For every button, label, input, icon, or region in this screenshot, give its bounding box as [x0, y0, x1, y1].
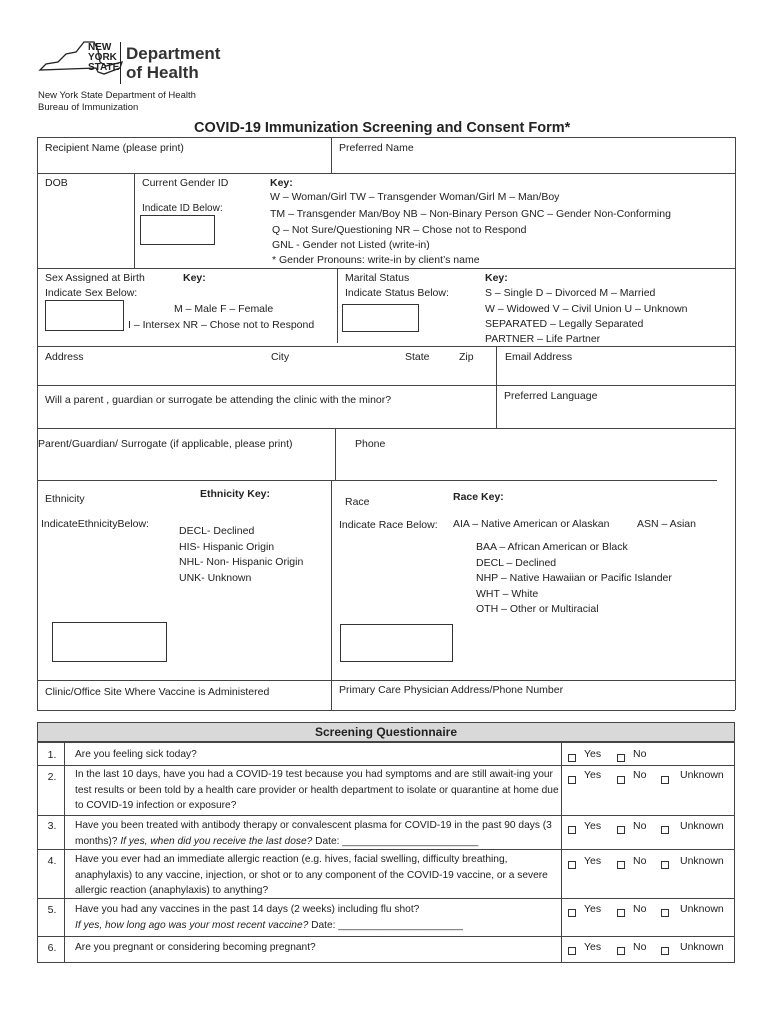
question-number: 1. — [47, 749, 57, 761]
unknown-label: Unknown — [680, 941, 724, 953]
rule — [134, 173, 135, 268]
race-key-line: NHP – Native Hawaiian or Pacific Islander — [476, 572, 672, 584]
yes-checkbox[interactable] — [568, 947, 576, 955]
screening-header — [37, 722, 735, 742]
indicate-status-label: Indicate Status Below: — [345, 287, 449, 299]
unknown-checkbox[interactable] — [661, 826, 669, 834]
logo-state-line2: YORK — [88, 52, 117, 63]
logo-dept-line1: Department — [126, 44, 221, 63]
clinic-site-label: Clinic/Office Site Where Vaccine is Administered — [45, 686, 270, 698]
rule — [37, 385, 735, 386]
org-line2: Bureau of Immunization — [38, 102, 139, 113]
unknown-checkbox[interactable] — [661, 947, 669, 955]
preferred-language-label: Preferred Language — [504, 390, 598, 402]
dob-label: DOB — [45, 177, 68, 189]
yes-label: Yes — [584, 769, 602, 781]
no-label: No — [633, 769, 647, 781]
gender-key-line: * Gender Pronouns: write-in by client’s name — [272, 254, 480, 266]
email-label: Email Address — [505, 351, 573, 363]
question-number: 4. — [47, 855, 57, 867]
question-number: 5. — [47, 904, 57, 916]
no-checkbox[interactable] — [617, 826, 625, 834]
zip-label: Zip — [459, 351, 474, 363]
rule — [37, 480, 717, 481]
yes-label: Yes — [584, 748, 602, 760]
ethnicity-label: Ethnicity — [45, 493, 85, 505]
no-checkbox[interactable] — [617, 947, 625, 955]
screening-title: Screening Questionnaire — [314, 725, 458, 739]
page-title: COVID-19 Immunization Screening and Consent Form* — [194, 120, 571, 136]
logo-divider — [120, 42, 121, 84]
unknown-label: Unknown — [680, 820, 724, 832]
gender-key-line: TM – Transgender Man/Boy NB – Non-Binary Person GNC – Gender Non-Conforming — [270, 208, 671, 220]
indicate-race-label: Indicate Race Below: — [339, 519, 438, 531]
indicate-id-label: Indicate ID Below: — [142, 203, 223, 214]
no-checkbox[interactable] — [617, 861, 625, 869]
no-label: No — [633, 820, 647, 832]
sex-key-label: Key: — [183, 272, 206, 284]
city-label: City — [271, 351, 290, 363]
unknown-label: Unknown — [680, 769, 724, 781]
question-text: Have you had any vaccines in the past 14 days (2 weeks) including flu shot? If yes, how long ago was your most recent vaccine? Date: ______________________ — [75, 904, 463, 931]
yes-checkbox[interactable] — [568, 826, 576, 834]
indicate-sex-label: Indicate Sex Below: — [45, 287, 138, 299]
question-number: 6. — [47, 942, 57, 954]
rule — [735, 137, 736, 710]
unknown-checkbox[interactable] — [661, 861, 669, 869]
race-key-line: ASN – Asian — [637, 518, 696, 530]
logo-dept-line2: of Health — [126, 63, 199, 82]
unknown-checkbox[interactable] — [661, 776, 669, 784]
rule — [331, 480, 332, 710]
state-label: State — [405, 351, 430, 363]
sex-key-line1: M – Male F – Female — [174, 303, 274, 315]
unknown-checkbox[interactable] — [661, 909, 669, 917]
parent-name-label: Parent/Guardian/ Surrogate (if applicable, please print) — [38, 438, 293, 450]
ethnicity-key-line: UNK- Unknown — [179, 572, 252, 584]
no-label: No — [633, 903, 647, 915]
sex-input[interactable] — [45, 300, 124, 331]
no-label: No — [633, 941, 647, 953]
gender-key-line: Q – Not Sure/Questioning NR – Chose not to Respond — [272, 224, 527, 236]
ethnicity-key-line: DECL- Declined — [179, 525, 255, 537]
rule — [337, 268, 338, 343]
gender-key-line: W – Woman/Girl TW – Transgender Woman/Girl M – Man/Boy — [270, 191, 560, 203]
rule — [37, 428, 735, 429]
question-number: 3. — [47, 820, 57, 832]
question-number: 2. — [47, 771, 57, 783]
race-key-title: Race Key: — [453, 491, 504, 503]
ethnicity-input[interactable] — [52, 622, 167, 662]
gender-key-label: Key: — [270, 177, 293, 189]
gender-id-label: Current Gender ID — [142, 177, 229, 189]
race-key-line: AIA – Native American or Alaskan — [453, 518, 610, 530]
question-text: Are you pregnant or considering becoming pregnant? — [75, 942, 316, 953]
race-key-line: BAA – African American or Black — [476, 541, 628, 553]
rule — [37, 765, 735, 766]
ethnicity-key-line: NHL- Non- Hispanic Origin — [179, 556, 304, 568]
rule — [37, 137, 38, 710]
question-text: Have you ever had an immediate allergic reaction (e.g. hives, facial swelling, difficulty breathing, anaphylaxis) to any vaccine, injection, or shot or to any component of the COVID-19 vaccine, or a severe allergic reaction (anaphylaxis) to anything? — [75, 854, 548, 896]
race-key-line: WHT – White — [476, 588, 539, 600]
yes-checkbox[interactable] — [568, 909, 576, 917]
rule — [335, 428, 336, 480]
rule — [37, 710, 735, 711]
race-label: Race — [345, 496, 370, 508]
logo-state-line3: STATE — [88, 62, 120, 73]
no-checkbox[interactable] — [617, 776, 625, 784]
no-label: No — [633, 855, 647, 867]
unknown-label: Unknown — [680, 903, 724, 915]
yes-label: Yes — [584, 855, 602, 867]
rule — [37, 346, 735, 347]
rule — [561, 742, 562, 963]
ethnicity-key-line: HIS- Hispanic Origin — [179, 541, 275, 553]
rule — [37, 936, 735, 937]
race-input[interactable] — [340, 624, 453, 662]
primary-care-label: Primary Care Physician Address/Phone Number — [339, 684, 564, 696]
address-label: Address — [45, 351, 84, 363]
question-text: Have you been treated with antibody therapy or convalescent plasma for COVID-19 in the past 90 days (3 months)? If yes, when did you receive the last dose? Date: ________________________ — [75, 820, 552, 847]
marital-key-line: W – Widowed V – Civil Union U – Unknown — [485, 303, 688, 315]
indicate-ethnicity-label: IndicateEthnicityBelow: — [41, 518, 149, 530]
sex-assigned-label: Sex Assigned at Birth — [45, 272, 145, 284]
rule — [37, 137, 735, 138]
rule — [37, 680, 735, 681]
parent-attending-question: Will a parent , guardian or surrogate be attending the clinic with the minor? — [45, 394, 392, 406]
marital-key-line: S – Single D – Divorced M – Married — [485, 287, 656, 299]
marital-status-input[interactable] — [342, 304, 419, 332]
sex-key-line2: I – Intersex NR – Chose not to Respond — [128, 319, 315, 331]
preferred-name-label: Preferred Name — [339, 142, 414, 154]
yes-checkbox[interactable] — [568, 861, 576, 869]
org-line1: New York State Department of Health — [38, 90, 196, 101]
recipient-name-label: Recipient Name (please print) — [45, 142, 184, 154]
race-key-line: OTH – Other or Multiracial — [476, 603, 599, 615]
nys-logo — [36, 40, 226, 90]
no-label: No — [633, 748, 647, 760]
marital-key-label: Key: — [485, 272, 508, 284]
no-checkbox[interactable] — [617, 909, 625, 917]
yes-label: Yes — [584, 941, 602, 953]
phone-label: Phone — [355, 438, 386, 450]
rule — [37, 173, 735, 174]
no-checkbox[interactable] — [617, 754, 625, 762]
gender-id-input[interactable] — [140, 215, 215, 245]
yes-checkbox[interactable] — [568, 776, 576, 784]
rule — [496, 346, 497, 428]
rule — [64, 742, 65, 963]
yes-checkbox[interactable] — [568, 754, 576, 762]
marital-key-line: SEPARATED – Legally Separated — [485, 318, 644, 330]
rule — [37, 815, 735, 816]
rule — [37, 268, 735, 269]
yes-label: Yes — [584, 820, 602, 832]
marital-status-label: Marital Status — [345, 272, 410, 284]
ethnicity-key-title: Ethnicity Key: — [200, 488, 271, 500]
yes-label: Yes — [584, 903, 602, 915]
race-key-line: DECL – Declined — [476, 557, 557, 569]
rule — [331, 137, 332, 173]
question-text: Are you feeling sick today? — [75, 749, 197, 760]
marital-key-line: PARTNER – Life Partner — [485, 333, 601, 345]
unknown-label: Unknown — [680, 855, 724, 867]
question-text: In the last 10 days, have you had a COVID-19 test because you had symptoms and are still await-ing your test results or been told by a health care provider or health department to isolate or quarantine at home due to COVID-19 infection or exposure? — [75, 769, 559, 811]
rule — [37, 849, 735, 850]
logo-state-line1: NEW — [88, 42, 112, 53]
gender-key-line: GNL - Gender not Listed (write-in) — [272, 239, 430, 251]
